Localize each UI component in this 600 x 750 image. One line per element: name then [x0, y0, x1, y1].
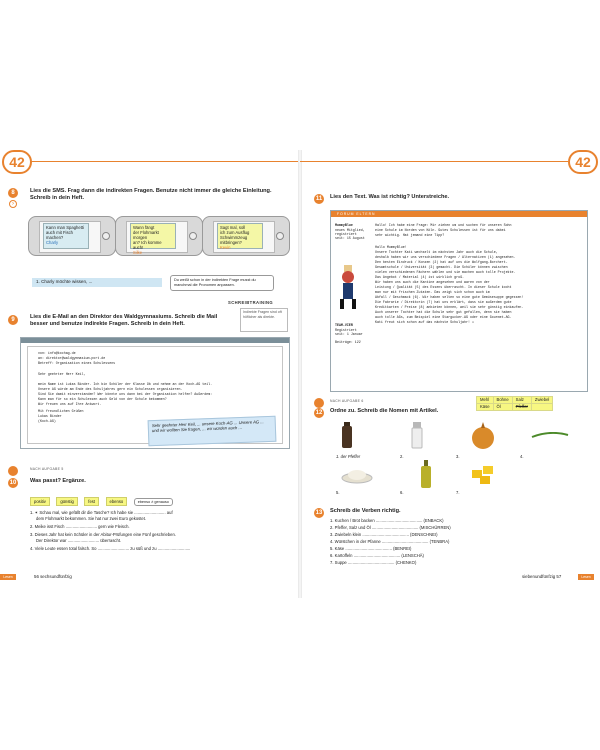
verb-line: 5. Käse ........................................ (BENREI) [330, 546, 412, 551]
sms-line: Sagt mal, soll [220, 225, 246, 230]
email-title-bar [21, 338, 289, 343]
noun-answer: 1. der Pfeffer [336, 454, 361, 459]
exercise-13-instruction: Schreib die Verben richtig. [330, 508, 401, 514]
email-line: mein Name ist Lukas Binder. Ich bin Schüler der Klasse 9b und nehme an der Koch-AG teil. [38, 382, 213, 386]
footer-section-tag: Lesen [578, 574, 594, 580]
noun-cell: Zwiebel [531, 397, 552, 404]
sms-bubble-3 [217, 223, 263, 249]
noun-answer: 4. [520, 454, 524, 459]
email-signature: (Koch-AG) [38, 419, 56, 423]
sms-line: Wann fängt [133, 225, 155, 230]
forum-post-line: vielen verschiedenen Fächern wählen und sie machen auch tolle Projekte. [375, 270, 516, 274]
sms-line: Kann man Spaghetti [46, 225, 84, 230]
forum-post-line: Das Angebot / Material (4) ist wirklich groß. [375, 275, 465, 279]
exercise-number-8: 8 [8, 188, 18, 198]
bean-image [530, 432, 570, 440]
sms-line: Schwimmzeug mitbringen? [220, 235, 248, 245]
tip-box: Indirekte Fragen sind oft höflicher als direkte. [240, 308, 288, 332]
onion-image [470, 422, 496, 450]
word-bank [30, 490, 173, 508]
sms-line: machen? [46, 235, 64, 240]
sms-phone-2 [115, 216, 203, 256]
page-number-left: 56 sechsundfünfzig [34, 574, 72, 579]
sms-line: an? Ich komme auch! [133, 240, 162, 250]
word-tag: positiv [30, 497, 50, 506]
verb-line: 4. Würstchen in der Pfanne ........................................ (TENBRA) [330, 539, 450, 544]
salt-shaker-image [410, 422, 424, 450]
forum-post-line: deshalb haben wir uns verschiedene Fragen / Alternativen (1) angesehen. [375, 255, 516, 259]
verb-line: 6. Kartoffeln ........................................ (LENSCHÄ) [330, 553, 424, 558]
forum-post-line: Auch unserer Tochter hat die Schule sehr gut gefallen, denn sie haben [375, 310, 512, 314]
phone-button-icon [189, 232, 197, 240]
noun-cell: Bohne [493, 397, 512, 404]
unit-rule [30, 161, 300, 162]
forum-user-meta: Beiträge: 122 [335, 340, 361, 344]
exercise-12-instruction: Ordne zu. Schreib die Nomen mit Artikel. [330, 408, 439, 414]
exercise-10-line: 3. Dieses Jahr hat kein Schüler in der Abitur-Prüfungen eine Fünf geschrieben. [30, 532, 176, 537]
noun-cell [531, 404, 552, 411]
sms-line: der Flohmarkt morgen [133, 230, 159, 240]
avatar-illustration [337, 263, 359, 313]
forum-post-line: Die Fabrarie / Direktorin (7) hat uns erklärt, dass sie außerdem gute [375, 300, 512, 304]
forum-post-line: Den besten Eindruck / Konzen (2) hat auf uns die Wolfgang-Borchert- [375, 260, 508, 264]
textbook-spread [0, 150, 600, 598]
nach-aufgabe-label: NACH AUFGABE 6 [330, 399, 364, 403]
forum-post-line: Unsere Tochter Kati wechselt im nächsten Jahr auch die Schule, [375, 250, 498, 254]
exercise-10-line: Der Direktor war ........................... überrascht. [36, 538, 122, 543]
noun-answer: 7. [456, 490, 460, 495]
exercise-number-12: 12 [315, 410, 323, 416]
noun-cell: Käse [477, 404, 494, 411]
email-line: Unsere AG würde am Ende des Schuljahres gern ein Schulessen organisieren. [38, 387, 183, 391]
sms-phone-3 [202, 216, 290, 256]
page-number-right: siebenundfünfzig 57 [522, 574, 562, 579]
grammar-note: Du weißt schon in der indirekten Frage musst du manchmal die Pronomen anpassen. [170, 275, 274, 291]
forum-post-line: Kati freut sich schon auf das nächste Schuljahr! ☺ [375, 320, 474, 324]
phone-button-icon [276, 232, 284, 240]
word-tag: fest [84, 497, 99, 506]
exercise-10-line: dem Flohmarkt bekommen. Sie hat nur zwei Euro gekostet. [36, 516, 147, 521]
email-closing: Mit freundlichen Grüßen [38, 409, 84, 413]
audio-arrow-icon: › [9, 200, 17, 208]
schreibtraining-label: SCHREIBTRAINING [228, 300, 274, 305]
forum-post-line: sehr wichtig. Hat jemand eine Tipp? [375, 233, 445, 237]
example-answer: 1. Charly möchte wissen, ... [32, 278, 162, 287]
word-tag: ebenso [106, 497, 128, 506]
sms-phone-1 [28, 216, 116, 256]
sms-sender: Kevin [220, 245, 231, 250]
noun-cell: Öl [493, 404, 512, 411]
nach-aufgabe-label: NACH AUFGABE 5 [30, 467, 64, 471]
forum-post-line: Hallo MummyBlue! [375, 245, 407, 249]
forum-user-meta: seit: 1 Januar [335, 332, 363, 336]
forum-post-line: eine Schule im Norden von Köln. Gutes Schulessen ist für uns dabei [375, 228, 506, 232]
forum-post-line: Wir haben uns auch die Kantine angesehen und waren von der [375, 280, 490, 284]
exercise-number-13: 13 [315, 510, 323, 516]
forum-username: MummyBlue [335, 223, 353, 227]
exercise-11-instruction: Lies den Text. Was ist richtig? Unterstreiche. [330, 194, 450, 200]
forum-post-line: auch tolle AGs, zum Beispiel eine Stargucker-AG oder eine Gourmet-AG. [375, 315, 512, 319]
noun-cell: Mehl [477, 397, 494, 404]
exercise-number-6-marker [314, 398, 324, 408]
forum-user-meta: Registriert [335, 328, 357, 332]
sms-sender: Charly [46, 240, 59, 245]
exercise-number-11: 11 [315, 196, 323, 202]
forum-user-meta: registriert [335, 232, 357, 236]
email-line: Wir freuen uns auf Ihre Antwort. [38, 402, 102, 406]
flour-image [340, 466, 374, 484]
verb-line: 3. Zwiebeln klein ........................................ (DENSCHNEI) [330, 532, 438, 537]
hint-box: ebenso ≠ genauso [134, 498, 173, 506]
forum-header: FORUM ELTERN [331, 211, 587, 217]
exercise-10-line: 1. ✶ Schau mal, wie gefällt dir die Tasche? Ich habe sie ........................... auf [30, 510, 173, 515]
forum-window [330, 210, 588, 392]
unit-badge-left: 42 [2, 150, 32, 174]
verb-line: 7. Suppe ........................................ (CHENKO) [330, 560, 417, 565]
exercise-9-instruction: Lies die E-Mail an den Direktor des Waldgymnasiums. Schreib die Mail besser und benutze indirekte Fragen. Schreib in dein Heft. [30, 314, 218, 327]
exercise-10-instruction: Was passt? Ergänze. [30, 478, 86, 484]
sms-bubble-2 [130, 223, 176, 255]
forum-user-meta: neues Mitglied, [335, 228, 365, 232]
exercise-8-instruction: Lies die SMS. Frag dann die indirekten Fragen. Benutze nicht immer die gleiche Einleitung. Schreib in dein Heft. [30, 188, 272, 201]
forum-username: TEAM-VIER [335, 323, 353, 327]
forum-post-line: man nur mit frischen Zutaten. Das zeigt sich schon auch im [375, 290, 490, 294]
oil-bottle-image [420, 460, 432, 490]
forum-user-meta: seit: 15 August [335, 236, 365, 240]
exercise-number-6-marker [8, 466, 18, 476]
noun-answer: 3. [456, 454, 460, 459]
unit-badge-right: 42 [568, 150, 598, 174]
unit-rule [300, 161, 568, 162]
noun-cell: Salz [512, 397, 531, 404]
sms-line: ich zum Ausflug [220, 230, 250, 235]
exercise-number-9: 9 [8, 315, 18, 325]
sms-line: auch mit Fisch [46, 230, 73, 235]
forum-post-line: Gesamtschule / Universität (3) gemacht. Die Schüler können zwischen [375, 265, 508, 269]
sms-bubble-1 [43, 223, 89, 249]
exercise-10-line: 4. Viele Leute essen total falsch. So ........................... zu süß und zu ............................ [30, 546, 191, 551]
verb-line: 2. Pfeffer, Salz und Öl ........................................ (MISCHÜRREN) [330, 525, 451, 530]
email-line: Kann man für so ein Schulessen auch Geld von der Schule bekommen? [38, 397, 167, 401]
email-greeting: Sehr geehrter Herr Keil, [38, 372, 86, 376]
footer-section-tag: Lesen [0, 574, 16, 580]
noun-cell: Pfeffer [512, 404, 531, 411]
verb-line: 1. Kuchen / Brot backen ........................................ (ENBACK) [330, 518, 444, 523]
email-to: an: direktor@waldgymnasium.port.de [38, 356, 106, 360]
forum-post-line: Abfall / Geschmack (6). Wir haben selten so eine gute Gemüsesuppe gegessen! [375, 295, 524, 299]
forum-post-line: Leistung / Qualität (5) des Essens überrascht. In dieser Schule kocht [375, 285, 512, 289]
noun-answer: 5. [336, 490, 340, 495]
right-page [300, 150, 600, 598]
noun-answer: 2. [400, 454, 404, 459]
email-from: von: info@kochag.de [38, 351, 76, 355]
email-signature: Lukas Binder [38, 414, 62, 418]
pepper-mill-image [340, 422, 354, 450]
noun-answer: 6. [400, 490, 404, 495]
exercise-number-10: 10 [9, 480, 17, 486]
noun-box [476, 396, 553, 411]
forum-post-line: Kreditkarten / Preise (8) anbieten können, weil sie sehr günstig einkaufen. [375, 305, 524, 309]
sticky-note: Sehr geehrter Herr Keil, ... unsere Koch-AG ... Unsere AG ... und wir wollten Sie fragen, ... wir würden auch ... [148, 416, 277, 446]
word-tag: günstig [56, 497, 78, 506]
sms-sender: Silke [133, 250, 143, 255]
phone-button-icon [102, 232, 110, 240]
cheese-image [470, 464, 500, 486]
exercise-10-line: 2. Meike isst Fisch ........................... gern wie Fleisch. [30, 524, 130, 529]
forum-post-line: Hallo! Ich habe eine Frage: Mir ziehen um und suchen für unseren Sohn [375, 223, 512, 227]
left-page [0, 150, 300, 598]
email-line: Sind Sie damit einverstanden? Wer könnte uns dann bei der Organisation helfen? Außerdem: [38, 392, 213, 396]
email-subject: Betreff: Organisation eines Schulessens [38, 361, 116, 365]
